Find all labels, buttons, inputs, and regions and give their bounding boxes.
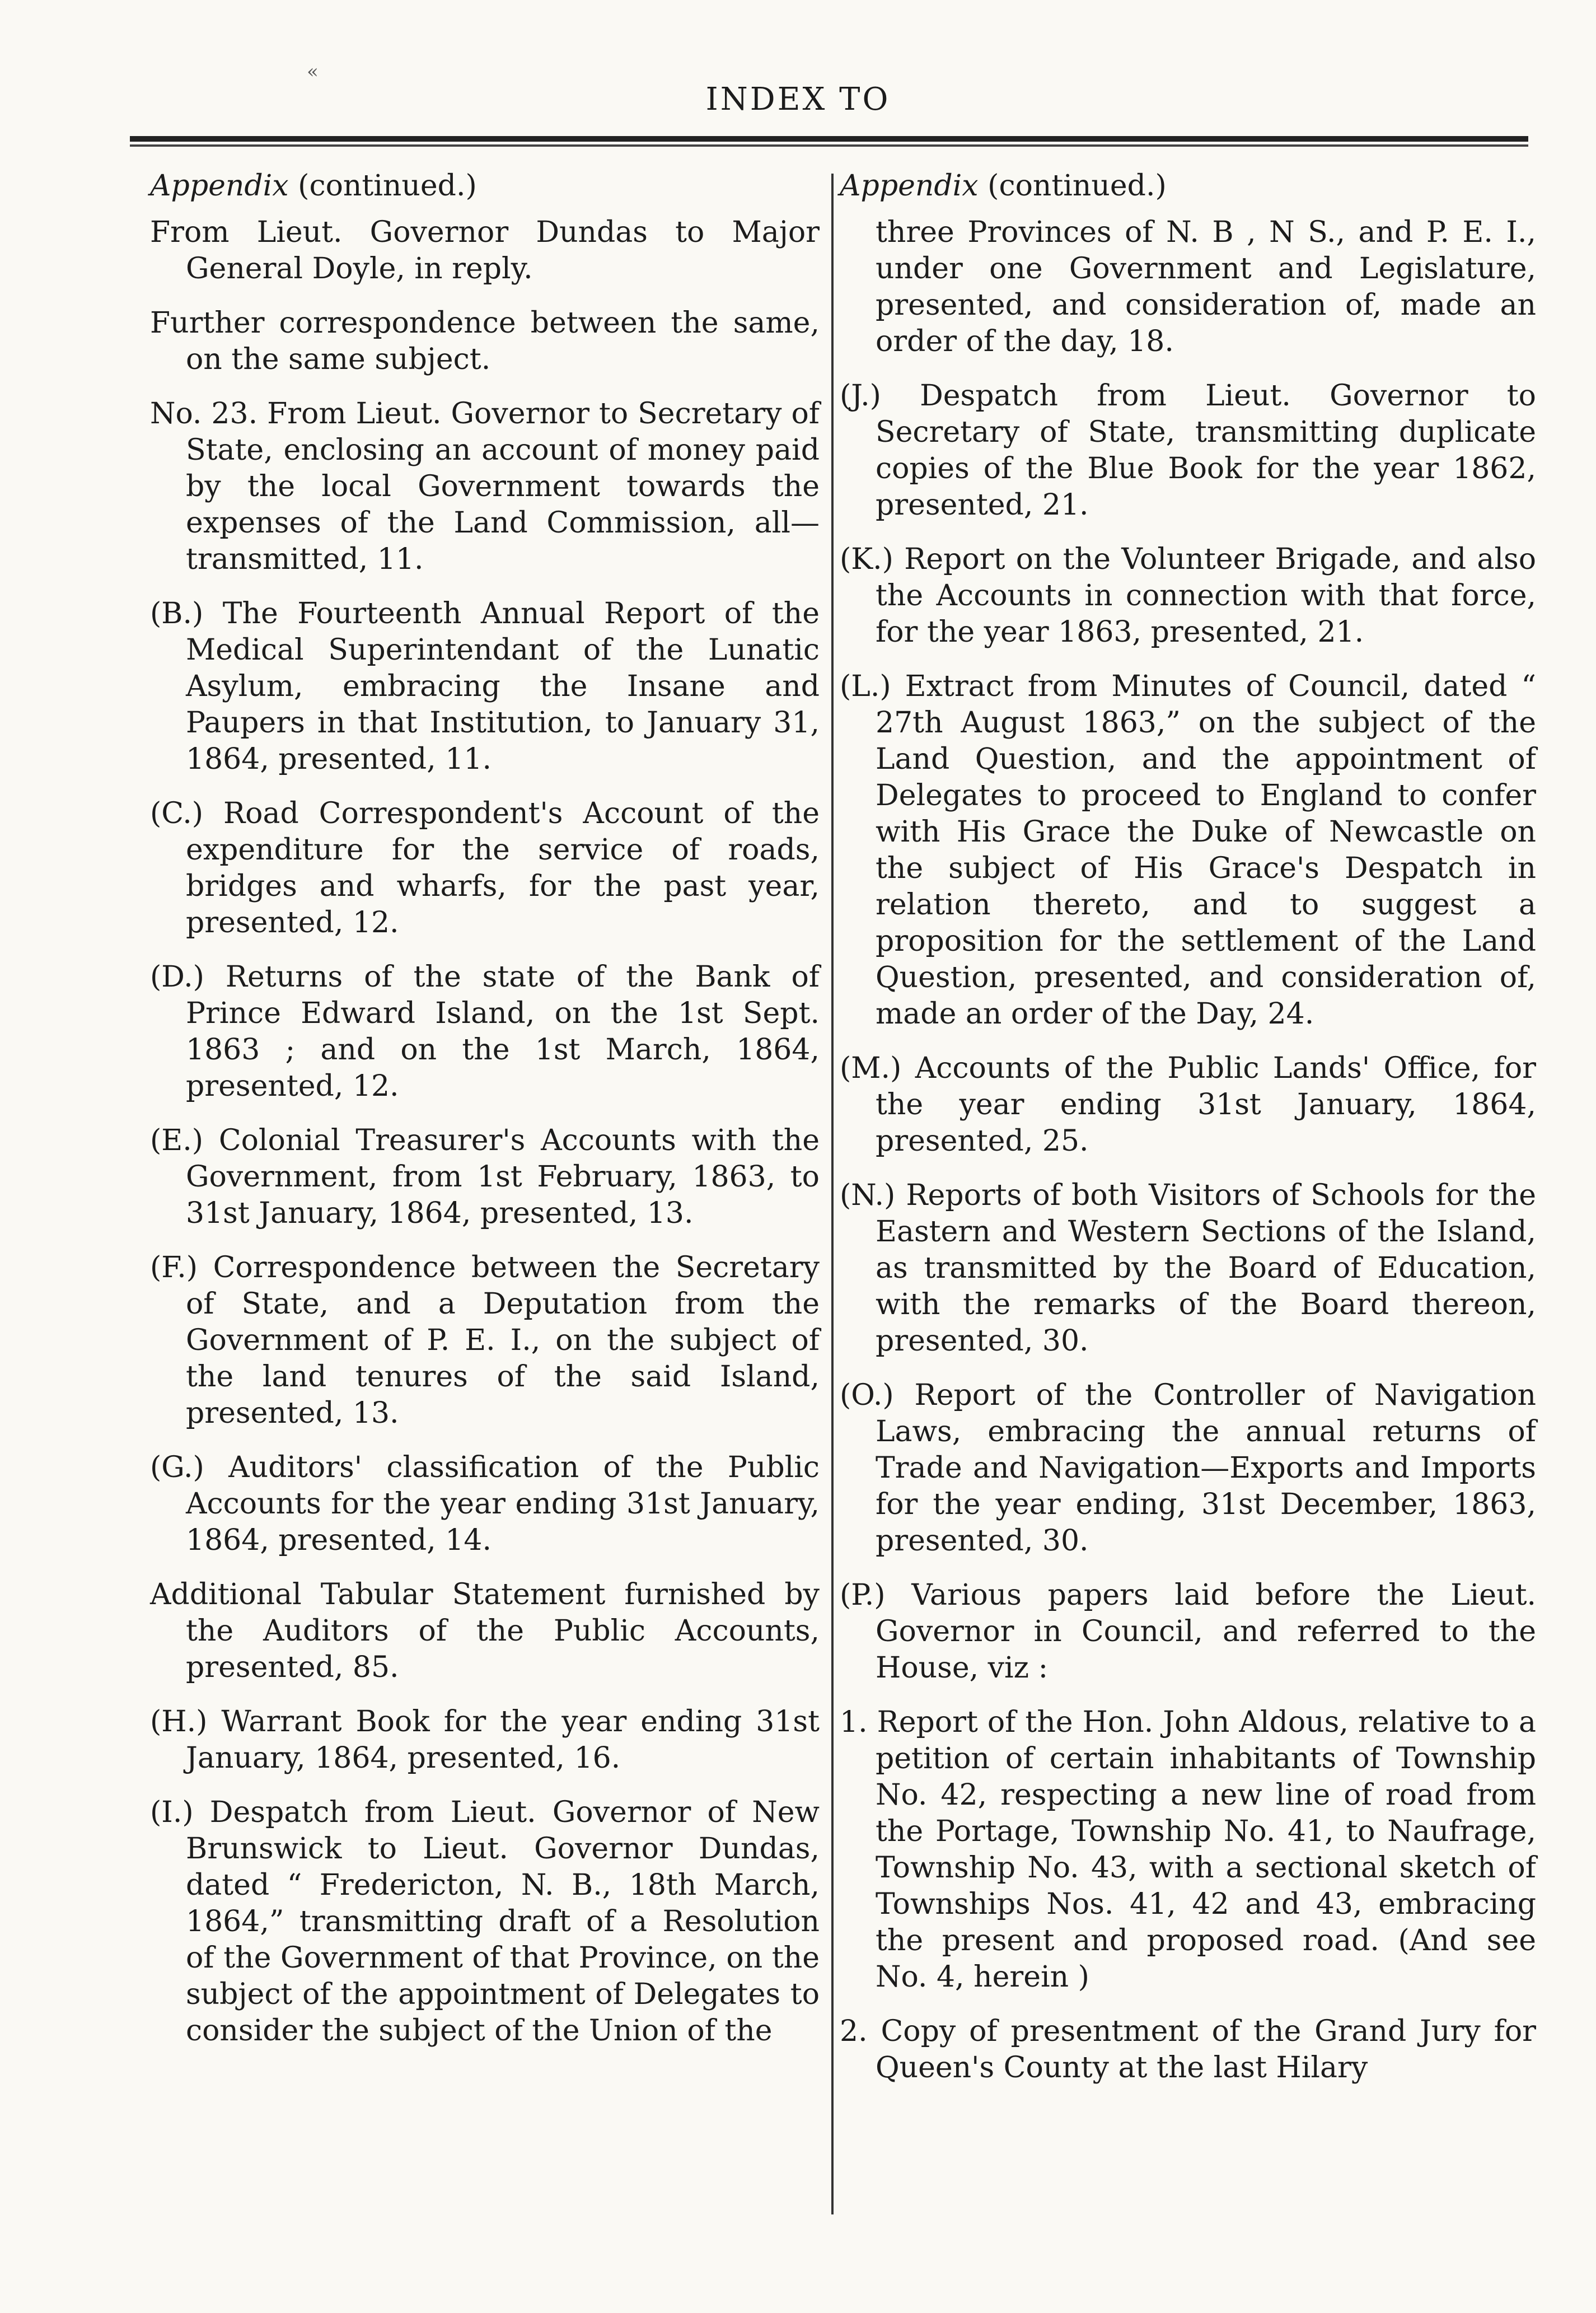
right-column-heading — [840, 168, 1536, 204]
index-entry: (C.) Road Correspondent's Account of the expenditure for the service of roads, bridges and wharfs, for the past year, presented, 12. — [150, 797, 820, 940]
index-entry: (M.) Accounts of the Public Lands' Office, for the year ending 31st January, 1864, presented, 25. — [840, 1052, 1536, 1158]
page-header: INDEX TO — [705, 81, 891, 118]
index-entry: Additional Tabular Statement furnished by the Auditors of the Public Accounts, presented, 85. — [150, 1578, 820, 1684]
index-entry: (G.) Auditors' classification of the Public Accounts for the year ending 31st January, 1864, presented, 14. — [150, 1451, 820, 1557]
index-entry: 2. Copy of presentment of the Grand Jury for Queen's County at the last Hilary — [840, 2015, 1536, 2085]
page-mark: « — [307, 60, 319, 83]
heading-rest: (continued.) — [288, 169, 477, 203]
index-entry: (D.) Returns of the state of the Bank of Prince Edward Island, on the 1st Sept. 1863 ; and on the 1st March, 1864, presented, 12. — [150, 960, 820, 1103]
index-entry: (J.) Despatch from Lieut. Governor to Secretary of State, transmitting duplicate copies of the Blue Book for the year 1862, presented, 21. — [840, 379, 1536, 522]
header-rule-thin — [130, 144, 1528, 147]
index-entry: (O.) Report of the Controller of Navigation Laws, embracing the annual returns of Trade and Navigation—Exports and Imports for the year ending, 31st December, 1863, presented, 30. — [840, 1379, 1536, 1558]
index-entry: (B.) The Fourteenth Annual Report of the Medical Superintendant of the Lunatic Asylum, embracing the Insane and Paupers in that Institution, to January 31, 1864, presented, 11. — [150, 597, 820, 776]
index-entry-continuation: three Provinces of N. B , N S., and P. E. I., under one Government and Legislature, presented, and consideration of, made an order of the day, 18. — [876, 216, 1536, 358]
index-entry: From Lieut. Governor Dundas to Major General Doyle, in reply. — [150, 216, 820, 286]
index-entry: (N.) Reports of both Visitors of Schools for the Eastern and Western Sections of the Island, as transmitted by the Board of Education, with the remarks of the Board thereon, presented, 30. — [840, 1179, 1536, 1358]
index-entry: (H.) Warrant Book for the year ending 31st January, 1864, presented, 16. — [150, 1705, 820, 1775]
index-entry: No. 23. From Lieut. Governor to Secretary of State, enclosing an account of money paid by the local Government towards the expenses of the Land Commission, all—transmitted, 11. — [150, 397, 820, 576]
index-entry: (I.) Despatch from Lieut. Governor of New Brunswick to Lieut. Governor Dundas, dated “ Fredericton, N. B., 18th March, 1864,” transmitting draft of a Resolution of the Government of that Province, on the subject of the appointment of Delegates to consider the subject of the Union of the — [150, 1796, 820, 2048]
index-entry: Further correspondence between the same, on the same subject. — [150, 306, 820, 376]
index-entry: (E.) Colonial Treasurer's Accounts with the Government, from 1st February, 1863, to 31st January, 1864, presented, 13. — [150, 1124, 820, 1230]
index-entry: (K.) Report on the Volunteer Brigade, and also the Accounts in connection with that force, for the year 1863, presented, 21. — [840, 543, 1536, 649]
header-rule — [130, 136, 1528, 142]
left-column-heading — [150, 168, 820, 204]
index-entry: (L.) Extract from Minutes of Council, dated “ 27th August 1863,” on the subject of the Land Question, and the appointment of Delegates to proceed to England to confer with His Grace the Duke of Newcastle on the subject of His Grace's Despatch in relation thereto, and to suggest a proposition for the settlement of the Land Question, presented, and consideration of, made an order of the Day, 24. — [840, 670, 1536, 1031]
heading-rest: (continued.) — [978, 169, 1167, 203]
right-column — [840, 168, 1536, 2104]
heading-italic: Appendix — [840, 169, 979, 203]
index-entry: (P.) Various papers laid before the Lieut. Governor in Council, and referred to the House, viz : — [840, 1578, 1536, 1685]
column-divider — [831, 174, 834, 2214]
heading-italic: Appendix — [150, 169, 289, 203]
index-entry: (F.) Correspondence between the Secretary of State, and a Deputation from the Government of P. E. I., on the subject of the land tenures of the said Island, presented, 13. — [150, 1251, 820, 1430]
left-column — [150, 168, 820, 2067]
index-entry: 1. Report of the Hon. John Aldous, relative to a petition of certain inhabitants of Township No. 42, respecting a new line of road from the Portage, Township No. 41, to Naufrage, Township No. 43, with a sectional sketch of Townships Nos. 41, 42 and 43, embracing the present and proposed road. (And see No. 4, herein ) — [840, 1705, 1536, 1994]
